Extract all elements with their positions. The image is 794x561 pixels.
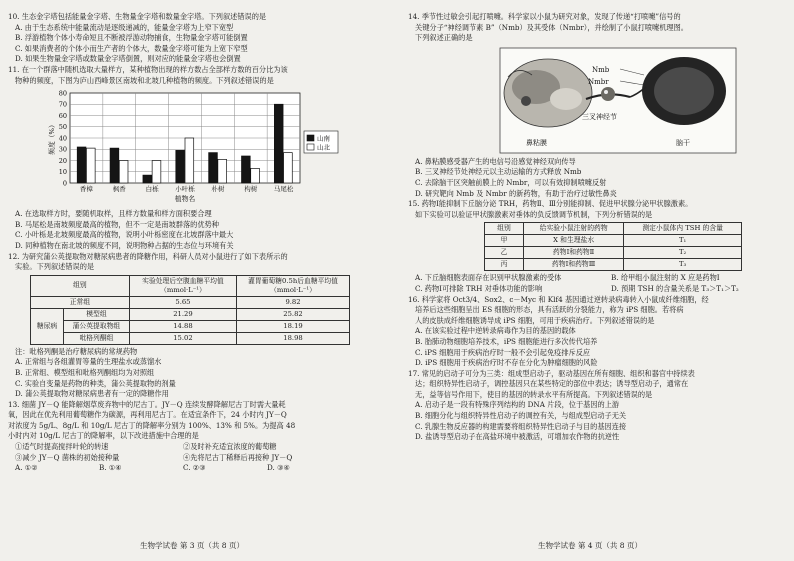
q12-group-label: 糖尿病 — [31, 308, 64, 344]
bar-山北 — [119, 161, 128, 184]
q13-options — [8, 463, 378, 474]
q15-row-1-group: 乙 — [485, 247, 524, 259]
q15-header-tsh: 测定小鼠体内 TSH 的含量 — [624, 223, 742, 235]
q15-stem-line-2: 如下实验可以验证甲状腺激素对垂体的负反馈调节机制，下列分析错误的是 — [415, 209, 653, 219]
q12-option-b: B. 正常组、模型组和吡格列酮组均为对照组 — [15, 367, 155, 377]
question-10 — [8, 12, 378, 65]
q13-stem-line-3: 对浓度为 5g/L、8g/L 和 10g/L 尼古丁的降解率分别为 100%、13% 和 5%。为提高 48 — [8, 420, 296, 430]
bar-山北 — [86, 148, 95, 183]
q12-header-group: 组别 — [31, 275, 130, 296]
legend-label: 山南 — [317, 134, 330, 143]
q13-stem-line-1: 13. 细菌 JY－Q 能降解烟草废弃物中的尼古丁。JY－Q 连续发酵降解尼古丁时需大量耗 — [8, 399, 286, 409]
q12-row-2-name: 蒲公英提取物组 — [64, 320, 130, 332]
q12-row-0-v1: 5.65 — [129, 296, 236, 308]
q16-option-a: A. 在该实验过程中逆转录病毒作为目的基因的载体 — [415, 326, 576, 336]
table-row — [485, 235, 742, 247]
question-14 — [408, 12, 786, 199]
q13-option-d: D. ③④ — [267, 463, 290, 473]
question-12 — [8, 252, 378, 400]
x-axis-label: 植物名 — [174, 195, 196, 204]
q17-option-a: A. 启动子是一段有特殊序列结构的 DNA 片段，位于基因的上游 — [415, 400, 620, 410]
q12-header-after: 灌胃葡萄糖0.5h后血糖平均值（mmol·L⁻¹） — [237, 275, 350, 296]
q15-option-b: B. 给甲组小鼠注射的 X 应是药物Ⅰ — [611, 273, 720, 283]
sneeze-mechanism-figure — [408, 47, 786, 155]
legend-label: 山北 — [317, 143, 330, 152]
q12-option-d: D. 蒲公英提取物对糖尿病患者有一定的降糖作用 — [15, 389, 169, 399]
q11-option-d: D. 同种植物在南北坡的频度不同，说明物种占据的生态位与环境有关 — [15, 240, 234, 250]
q10-option-c: C. 如果消费者的个体小而生产者的个体大，数量金字塔可能为上宽下窄型 — [15, 43, 248, 53]
question-13 — [8, 400, 378, 474]
label-nasal-mucosa: 鼻粘膜 — [526, 138, 547, 147]
question-17 — [408, 369, 786, 443]
q12-option-a: A. 正常组与各组灌胃等量的生理盐水或蒸馏水 — [15, 357, 162, 367]
q10-option-a: A. 由于生态系统中能量流动是逐级递减的，能量金字塔为上窄下宽型 — [15, 22, 234, 32]
bar-山南 — [274, 104, 283, 183]
q13-item-3: ③减少 JY－Q 菌株的初始接种量 — [15, 452, 120, 462]
q15-header-drug: 给实验小鼠注射的药物 — [524, 223, 624, 235]
x-tick-label: 马尾松 — [273, 185, 294, 194]
y-tick-label: 80 — [58, 89, 67, 98]
q15-row-0-group: 甲 — [485, 235, 524, 247]
chart-svg — [8, 87, 378, 207]
q15-option-a: A. 下丘脑细胞表面存在识别甲状腺激素的受体 — [415, 273, 562, 283]
y-tick-label: 70 — [58, 100, 67, 109]
q17-stem-line-2: 达；组织特异性启动子，调控基因只在某些特定的部位中表达；诱导型启动子，通常在 — [415, 379, 689, 389]
bar-山南 — [242, 156, 251, 183]
label-nmb: Nmb — [592, 65, 610, 74]
x-tick-label: 构树 — [244, 185, 258, 194]
bar-山北 — [251, 169, 260, 184]
q12-row-3-v2: 18.98 — [237, 332, 350, 344]
table-row — [31, 308, 350, 320]
q14-stem-line-3: 下列叙述正确的是 — [415, 33, 473, 43]
q14-option-d: D. 研究靶向 Nmb 及 Nmbr 的新药物，有助于治疗过敏性鼻炎 — [415, 188, 617, 198]
y-tick-label: 10 — [58, 168, 67, 177]
footer-page-4: 生物学试卷 第 4 页（共 8 页） — [538, 541, 642, 550]
q14-stem-line-1: 14. 季节性过敏会引起打喷嚏。科学家以小鼠为研究对象，发现了传递“打喷嚏”信号的 — [408, 12, 681, 21]
q15-option-c: C. 药物Ⅰ可排除 TRH 对垂体功能的影响 — [415, 283, 543, 293]
q12-row-3-v1: 15.02 — [129, 332, 236, 344]
q12-row-2-v1: 14.88 — [129, 320, 236, 332]
q15-header-group: 组别 — [485, 223, 524, 235]
q12-row-0-v2: 9.82 — [237, 296, 350, 308]
bar-山南 — [110, 148, 119, 183]
q11-option-a: A. 在选取样方时，要随机取样，且样方数量和样方面积要合理 — [15, 209, 212, 219]
q17-stem-line-3: 无，益等信号作用下，使目的基因的转录水平有所提高。下列叙述错误的是 — [415, 389, 653, 399]
bar-山北 — [152, 161, 161, 184]
q13-stem-line-2: 氧，因此在优先利用葡萄糖作为碳源，再利用尼古丁。在适宜条件下，24 小时内 JY－Q — [8, 410, 287, 420]
bar-山北 — [218, 160, 227, 184]
x-tick-label: 白栎 — [145, 185, 159, 194]
q10-option-b: B. 浮游植物个体小寿命短且不断被浮游动物捕食，生物量金字塔可能倒置 — [15, 33, 248, 43]
frequency-bar-chart — [8, 87, 378, 207]
q14-option-b: B. 三叉神经节处神经元以主动运输的方式释放 Nmb — [415, 167, 582, 177]
q12-row-1-v2: 25.82 — [237, 308, 350, 320]
left-column — [8, 12, 378, 474]
q12-stem-line-1: 12. 为研究蒲公英提取物对糖尿病患者的降糖作用，科研人员对小鼠进行了如下表所示的 — [8, 251, 288, 261]
q13-option-b: B. ①④ — [99, 463, 122, 473]
q11-stem-line-2: 物种的频度，下图为庐山西峰景区南坡和北坡几种植物的频度。下列叙述错误的是 — [15, 75, 274, 85]
q12-row-1-name: 模型组 — [64, 308, 130, 320]
q14-stem-line-2: 关键分子“神经调节素 B”（Nmb）及其受体（Nmbr），并绘制了小鼠打喷嚏机理图。 — [415, 22, 688, 32]
bar-山北 — [185, 138, 194, 183]
q10-stem: 10. 生态金字塔包括能量金字塔、生物量金字塔和数量金字塔。下列叙述错误的是 — [8, 12, 267, 21]
q15-row-2-group: 丙 — [485, 259, 524, 271]
q13-option-a: A. ①② — [15, 463, 38, 473]
q11-stem-line-1: 11. 在一个群落中随机选取大量样方，某种植物出现的样方数占全部样方数的百分比为该 — [8, 64, 288, 74]
bar-山北 — [284, 153, 293, 183]
q16-stem-line-1: 16. 科学家将 Oct3/4、Sox2、c－Myc 和 Klf4 基因通过逆转录病毒转入小鼠成纤维细胞，经 — [408, 294, 709, 304]
q15-row-1-tsh: T₂ — [624, 247, 742, 259]
bar-山南 — [143, 175, 152, 183]
q15-row-2-tsh: T₃ — [624, 259, 742, 271]
q15-options-row-2 — [408, 284, 786, 295]
q17-stem-line-1: 17. 常见的启动子可分为三类：组成型启动子，驱动基因在所有细胞、组织和器官中持续表 — [408, 368, 695, 378]
right-column — [408, 12, 786, 443]
q12-table — [30, 275, 350, 345]
q16-stem-line-3: 人的皮肤成纤维细胞诱导成 iPS 细胞，可用于疾病治疗。下列叙述错误的是 — [415, 315, 655, 325]
q13-items-row-2 — [8, 453, 378, 464]
q14-option-a: A. 鼻粘膜感受器产生的电信号沿感觉神经双向传导 — [415, 156, 576, 166]
label-brainstem: 脑干 — [676, 138, 690, 147]
q17-option-d: D. 盐诱导型启动子在高盐环境中被激活，可增加农作物的抗逆性 — [415, 432, 620, 442]
table-row — [31, 320, 350, 332]
q10-option-d: D. 如果生物量金字塔或数量金字塔倒置，则对应的能量金字塔也会倒置 — [15, 54, 241, 64]
q15-row-1-drug: 药物Ⅰ和药物Ⅱ — [524, 247, 624, 259]
label-nmbr: Nmbr — [588, 77, 609, 86]
table-row — [485, 259, 742, 271]
y-axis-label: 频度（%） — [48, 121, 56, 155]
q13-item-4: ④先将尼古丁稀释后再接种 JY－Q — [183, 452, 293, 462]
q12-stem-line-2: 实验。下列叙述错误的是 — [15, 262, 95, 272]
mouse-head-illustration — [504, 59, 592, 127]
q12-option-c: C. 实验自变量是药物的种类，蒲公英提取物的剂量 — [15, 378, 176, 388]
legend-swatch — [307, 144, 314, 150]
legend-swatch — [307, 135, 314, 141]
q15-row-0-tsh: T₁ — [624, 235, 742, 247]
q17-option-c: C. 乳腺生物反应器的构建需要将组织特异性启动子与目的基因连接 — [415, 421, 627, 431]
q13-item-2: ②及时补充适宜浓度的葡萄糖 — [183, 442, 277, 452]
y-tick-label: 50 — [58, 123, 67, 132]
y-tick-label: 60 — [58, 112, 67, 121]
q15-options-row-1 — [408, 273, 786, 284]
bar-山南 — [209, 153, 218, 183]
x-tick-label: 香樟 — [79, 185, 93, 194]
q13-item-1: ①适气时提高搅拌叶轮的转速 — [15, 442, 109, 452]
y-tick-label: 20 — [58, 157, 67, 166]
x-tick-label: 枫香 — [112, 185, 126, 194]
q13-items-row-1 — [8, 442, 378, 453]
footer-page-3: 生物学试卷 第 3 页（共 8 页） — [140, 541, 244, 550]
q11-option-b: B. 马尾松是南坡频度最高的植物，但不一定是南坡群落的优势种 — [15, 219, 219, 229]
y-tick-label: 40 — [58, 134, 67, 143]
q11-option-c: C. 小叶栎是北坡频度最高的植物，说明小叶栎密度在北坡群落中最大 — [15, 230, 234, 240]
x-tick-label: 小叶栎 — [175, 185, 195, 194]
label-trigeminal-ganglion: 三叉神经节 — [582, 112, 617, 121]
q14-option-c: C. 去除脑干区突触前膜上的 Nmbr，可以有效抑制喷嚏反射 — [415, 177, 607, 187]
table-row — [485, 247, 742, 259]
question-16 — [408, 295, 786, 369]
q15-stem-line-1: 15. 药物Ⅰ能抑制下丘脑分泌 TRH，药物Ⅱ、Ⅲ分别能抑制、促进甲状腺分泌甲状腺激素。 — [408, 199, 693, 209]
q16-option-c: C. iPS 细胞用于疾病治疗时一般不会引起免疫排斥反应 — [415, 347, 591, 357]
question-11 — [8, 65, 378, 252]
bar-山南 — [176, 151, 185, 184]
y-tick-label: 0 — [62, 179, 67, 188]
x-tick-label: 朴树 — [211, 185, 225, 194]
q13-stem-line-4: 小时内对 10g/L 尼古丁的降解率，以下改进措施中合理的是 — [8, 431, 199, 441]
q15-row-0-drug: X 和生理盐水 — [524, 235, 624, 247]
q15-row-2-drug: 药物Ⅰ和药物Ⅲ — [524, 259, 624, 271]
q12-header-fasting: 实验处理后空腹血糖平均值（mmol·L⁻¹） — [129, 275, 236, 296]
q12-row-2-v2: 18.19 — [237, 320, 350, 332]
q16-option-d: D. iPS 细胞用于疾病治疗时不存在分化为肿瘤细胞的风险 — [415, 358, 598, 368]
bar-山南 — [77, 147, 86, 183]
q12-row-1-v1: 21.29 — [129, 308, 236, 320]
q17-option-b: B. 细胞分化与组织特异性启动子的调控有关，与组成型启动子无关 — [415, 411, 627, 421]
q12-row-3-name: 吡格列酮组 — [64, 332, 130, 344]
q16-option-b: B. 胎肺动物细胞培养技术，iPS 细胞能进行多次传代培养 — [415, 336, 598, 346]
table-row — [31, 332, 350, 344]
q13-option-c: C. ②③ — [183, 463, 206, 473]
mechanism-illustration — [408, 47, 786, 155]
q15-table — [484, 222, 742, 271]
y-tick-label: 30 — [58, 145, 67, 154]
question-15 — [408, 199, 786, 294]
q12-row-0-name: 正常组 — [31, 296, 130, 308]
table-row — [31, 296, 350, 308]
q12-note: 注：吡格列酮是治疗糖尿病的常规药物 — [15, 346, 138, 356]
q16-stem-line-2: 培养后这些细胞呈出 ES 细胞的形态，具有活跃的分裂能力，称为 iPS 细胞。若将病 — [415, 305, 684, 315]
q15-option-d: D. 预期 TSH 的含量关系是 T₃＞T₁＞T₂ — [611, 283, 739, 293]
